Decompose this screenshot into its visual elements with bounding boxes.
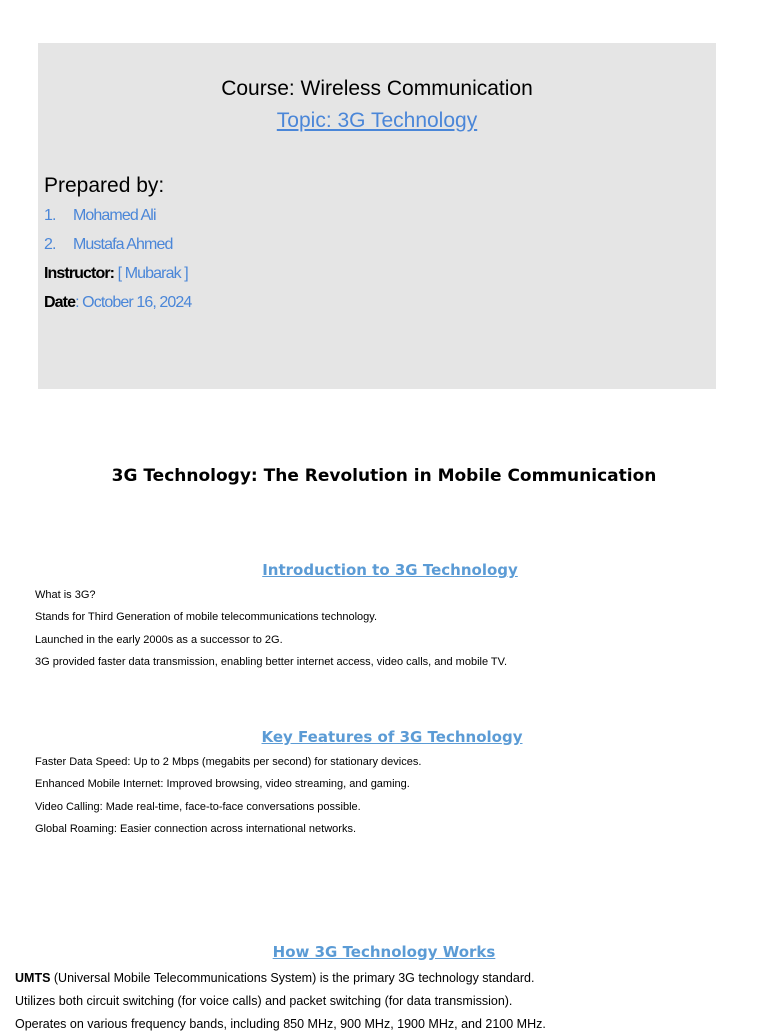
date-line: [44, 294, 191, 312]
list-item: Global Roaming: Easier connection across international networks.: [35, 822, 356, 835]
author-number: 1.: [44, 207, 56, 224]
list-item: [15, 967, 546, 990]
list-item: Stands for Third Generation of mobile telecommunications technology.: [35, 611, 377, 624]
author-name: Mustafa Ahmed: [73, 236, 173, 253]
author-number: 2.: [44, 236, 56, 253]
list-item: Faster Data Speed: Up to 2 Mbps (megabits per second) for stationary devices.: [35, 756, 422, 768]
instructor-value: [ Mubarak ]: [114, 265, 188, 282]
list-item: 3G provided faster data transmission, enabling better internet access, video calls, and mobile TV.: [35, 655, 508, 668]
umts-term: UMTS: [15, 971, 51, 985]
document-title: 3G Technology: The Revolution in Mobile Communication: [111, 466, 657, 486]
list-item: Operates on various frequency bands, including 850 MHz, 900 MHz, 1900 MHz, and 2100 MHz.: [15, 1017, 546, 1031]
features-heading: Key Features of 3G Technology: [261, 728, 523, 746]
features-list: [35, 751, 421, 840]
list-item: Utilizes both circuit switching (for voice calls) and packet switching (for data transmission).: [15, 994, 513, 1008]
topic-title: Topic: 3G Technology: [276, 109, 478, 132]
course-title: Course: Wireless Communication: [221, 77, 533, 100]
umts-description: (Universal Mobile Telecommunications System) is the primary 3G technology standard.: [50, 971, 535, 985]
how-heading: How 3G Technology Works: [272, 943, 496, 961]
list-item: Video Calling: Made real-time, face-to-face conversations possible.: [35, 800, 361, 813]
instructor-line: [44, 265, 188, 283]
cover-block: [38, 43, 716, 389]
instructor-label: Instructor:: [44, 265, 115, 282]
date-value: : October 16, 2024: [75, 294, 192, 311]
prepared-by-label: Prepared by:: [44, 174, 165, 197]
date-label: Date: [44, 294, 76, 311]
author-item: [44, 236, 172, 254]
intro-list: [35, 584, 507, 673]
list-item: Launched in the early 2000s as a successor to 2G.: [35, 633, 283, 646]
author-name: Mohamed Ali: [73, 207, 156, 224]
author-item: [44, 207, 156, 225]
how-list: [15, 967, 546, 1036]
list-item: Enhanced Mobile Internet: Improved browsing, video streaming, and gaming.: [35, 778, 410, 791]
intro-heading: Introduction to 3G Technology: [262, 561, 518, 579]
list-item: What is 3G?: [35, 589, 96, 601]
